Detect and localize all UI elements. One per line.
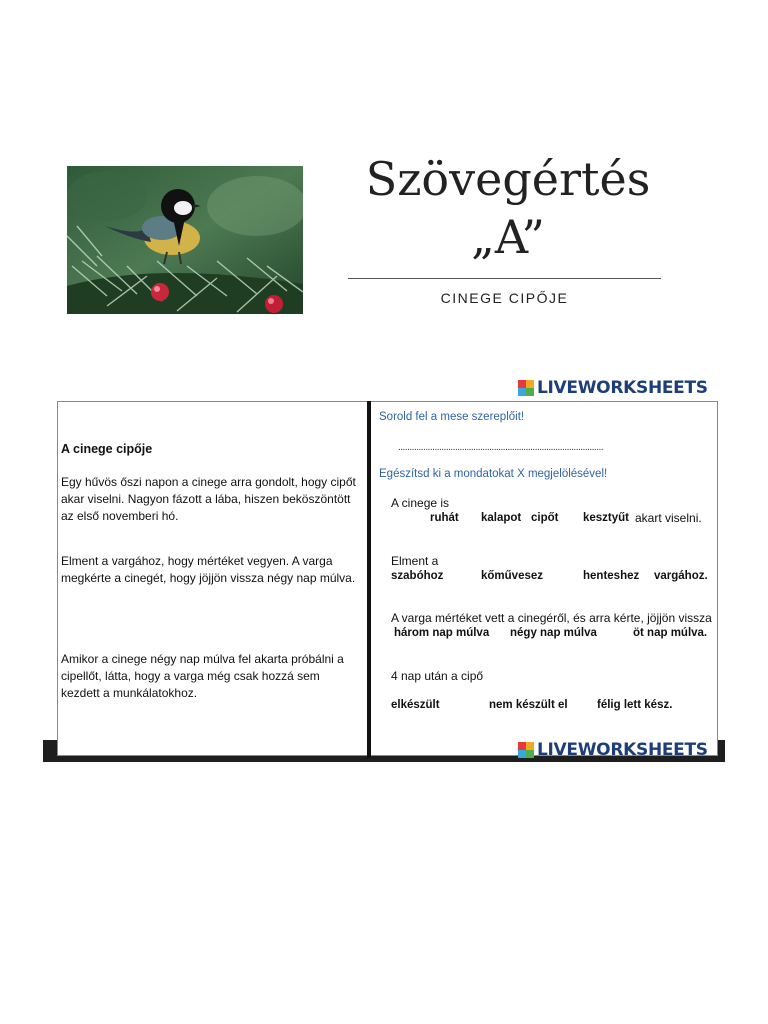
q3-option-ot-nap[interactable]: öt nap múlva. [633, 627, 708, 639]
title-line-2: „A” [471, 210, 545, 264]
q2-option-komuveshez[interactable]: kőművesez [481, 570, 544, 582]
title-divider [348, 278, 661, 279]
answer-line[interactable]: .......................................................................................... [398, 442, 604, 453]
q2-option-vargahoz[interactable]: vargához. [654, 570, 708, 582]
story-paragraph-1: Egy hűvös őszi napon a cinege arra gondolt, hogy cipőt akar viselni. Nagyon fázott a lába, hiszen beköszöntött az első novemberi hó. [61, 475, 356, 523]
logo-text: LIVEWORKSHEETS [537, 740, 708, 760]
q1-prompt: A cinege is [391, 496, 450, 510]
q1-option-kalapot[interactable]: kalapot [481, 512, 522, 524]
q1-option-ruhat[interactable]: ruhát [430, 512, 459, 524]
great-tit-illustration [67, 166, 303, 314]
q1-option-kesztyut[interactable]: kesztyűt [583, 512, 630, 524]
instruction-complete-sentences: Egészítsd ki a mondatokat X megjelölésével! [379, 468, 608, 480]
q3-prompt: A varga mértéket vett a cinegéről, és arra kérte, jöjjön vissza [391, 611, 712, 625]
story-title: A cinege cipője [61, 442, 153, 456]
q4-prompt: 4 nap után a cipő [391, 669, 484, 683]
q3-option-harom-nap[interactable]: három nap múlva [394, 627, 490, 639]
worksheet-title [348, 150, 668, 266]
q3-option-negy-nap[interactable]: négy nap múlva [510, 627, 597, 639]
q2-option-henteshez[interactable]: henteshez [583, 570, 640, 582]
bird-photo [67, 166, 303, 314]
q2-prompt: Elment a [391, 554, 439, 568]
instruction-list-characters: Sorold fel a mese szereplőit! [379, 411, 525, 423]
title-line-1: Szövegértés [365, 152, 651, 206]
column-divider [367, 401, 371, 758]
story-paragraph-3: Amikor a cinege négy nap múlva fel akarta próbálni a cipellőt, látta, hogy a varga még csak hozzá sem kezdett a munkálatokhoz. [61, 652, 344, 700]
story-paragraph-2: Elment a vargához, hogy mértéket vegyen. A varga megkérte a cinegét, hogy jöjjön vissza négy nap múlva. [61, 554, 356, 585]
q2-option-szabohoz[interactable]: szabóhoz [391, 570, 444, 582]
q4-option-elkeszult[interactable]: elkészült [391, 699, 440, 711]
liveworksheets-logo-bottom[interactable] [518, 740, 708, 760]
q4-option-felig-lett-kesz[interactable]: félig lett kész. [597, 699, 673, 711]
q4-option-nem-keszult-el[interactable]: nem készült el [489, 699, 568, 711]
liveworksheets-logo[interactable] [518, 378, 708, 398]
worksheet-subtitle: CINEGE CIPŐJE [440, 290, 569, 306]
liveworksheets-logo-icon [518, 380, 534, 396]
q1-option-cipot[interactable]: cipőt [531, 512, 559, 524]
liveworksheets-logo-icon [518, 742, 534, 758]
q1-suffix: akart viselni. [635, 511, 702, 525]
logo-text: LIVEWORKSHEETS [537, 378, 708, 398]
